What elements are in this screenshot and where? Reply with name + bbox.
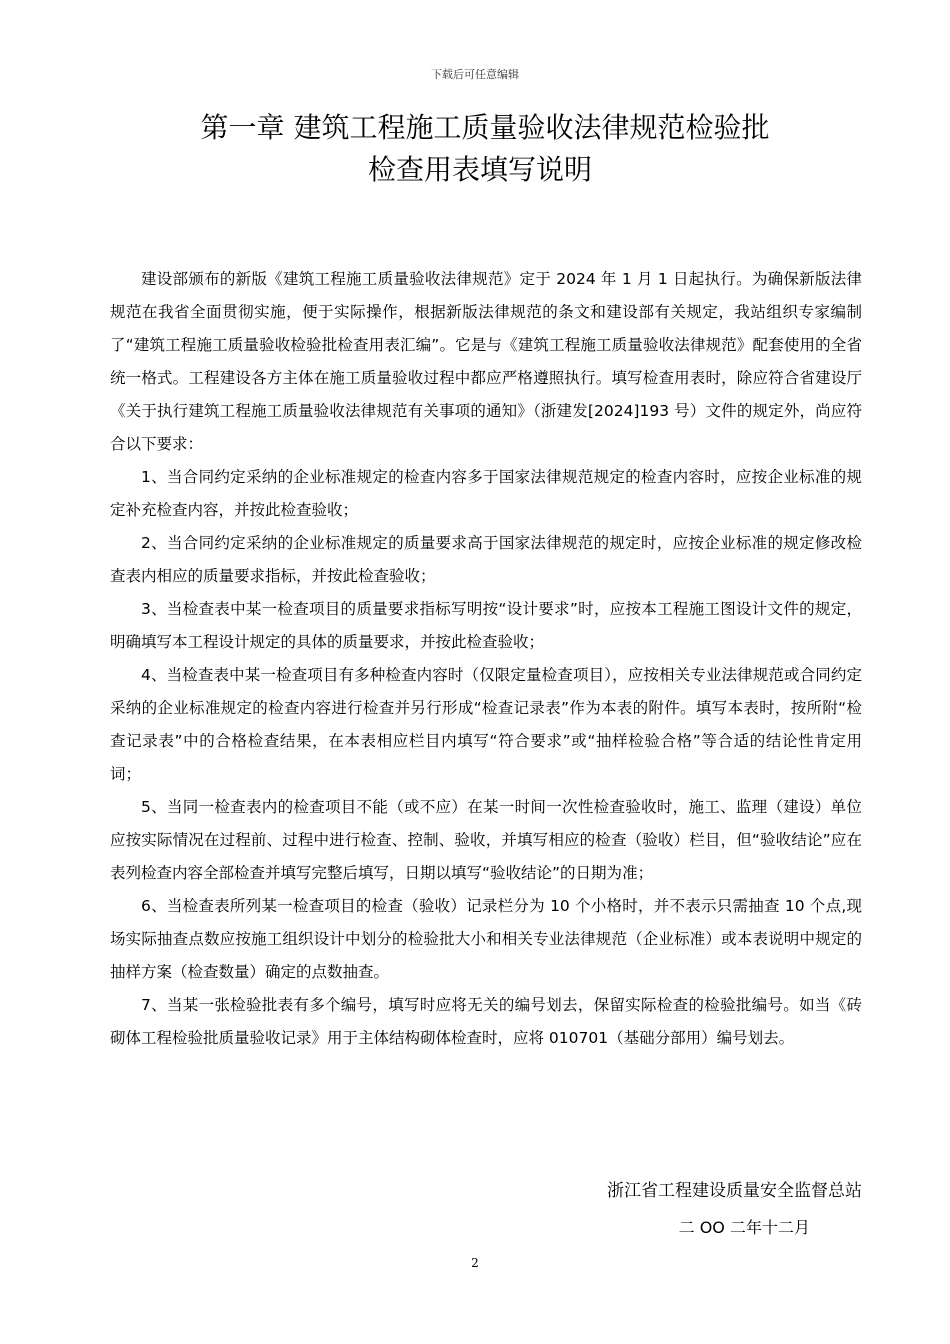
requirement-item-7: 7、当某一张检验批表有多个编号，填写时应将无关的编号划去，保留实际检查的检验批编号。如当《砖砌体工程检验批质量验收记录》用于主体结构砌体检查时，应将 010701（基础分部用）编号划去。 [110, 996, 862, 1047]
intro-paragraph: 建设部颁布的新版《建筑工程施工质量验收法律规范》定于 2024 年 1 月 1 日起执行。为确保新版法律规范在我省全面贯彻实施，便于实际操作，根据新版法律规范的条文和建设部有关规定，我站组织专家编制了“建筑工程施工质量验收检验批检查用表汇编”。它是与《建筑工程施工质量验收法律规范》配套使用的全省统一格式。工程建设各方主体在施工质量验收过程中都应严格遵照执行。填写检查用表时，除应符合省建设厅《关于执行建筑工程施工质量验收法律规范有关事项的通知》（浙建发[2024]193 号）文件的规定外，尚应符合以下要求： [110, 270, 862, 453]
requirement-item-5: 5、当同一检查表内的检查项目不能（或不应）在某一时间一次性检查验收时，施工、监理（建设）单位应按实际情况在过程前、过程中进行检查、控制、验收，并填写相应的检查（验收）栏目，但“验收结论”应在表列检查内容全部检查并填写完整后填写，日期以填写“验收结论”的日期为准； [110, 798, 862, 882]
page-number: 2 [471, 1256, 479, 1270]
chapter-title-line2: 检查用表填写说明 [367, 153, 592, 186]
chapter-title-line1: 第一章 建筑工程施工质量验收法律规范检验批 [200, 111, 770, 144]
body-text [110, 263, 862, 1055]
issuing-organization: 浙江省工程建设质量安全监督总站 [607, 1181, 862, 1201]
chapter-title [100, 107, 870, 191]
requirement-item-1: 1、当合同约定采纳的企业标准规定的检查内容多于国家法律规范规定的检查内容时，应按企业标准的规定补充检查内容，并按此检查验收； [110, 468, 862, 519]
requirement-item-2: 2、当合同约定采纳的企业标准规定的质量要求高于国家法律规范的规定时，应按企业标准的规定修改检查表内相应的质量要求指标，并按此检查验收； [110, 534, 862, 585]
requirement-item-4: 4、当检查表中某一检查项目有多种检查内容时（仅限定量检查项目），应按相关专业法律规范或合同约定采纳的企业标准规定的检查内容进行检查并另行形成“检查记录表”作为本表的附件。填写本表时，按所附“检查记录表”中的合格检查结果，在本表相应栏目内填写“符合要求”或“抽样检验合格”等合适的结论性肯定用词； [110, 666, 862, 783]
requirement-item-3: 3、当检查表中某一检查项目的质量要求指标写明按“设计要求”时，应按本工程施工图设计文件的规定，明确填写本工程设计规定的具体的质量要求，并按此检查验收； [110, 600, 862, 651]
download-note: 下载后可任意编辑 [431, 68, 519, 81]
requirement-item-6: 6、当检查表所列某一检查项目的检查（验收）记录栏分为 10 个小格时，并不表示只需抽查 10 个点,现场实际抽查点数应按施工组织设计中划分的检验批大小和相关专业法律规范（企业标准）或本表说明中规定的抽样方案（检查数量）确定的点数抽查。 [110, 897, 862, 981]
issue-date: 二 OO 二年十二月 [678, 1218, 810, 1237]
